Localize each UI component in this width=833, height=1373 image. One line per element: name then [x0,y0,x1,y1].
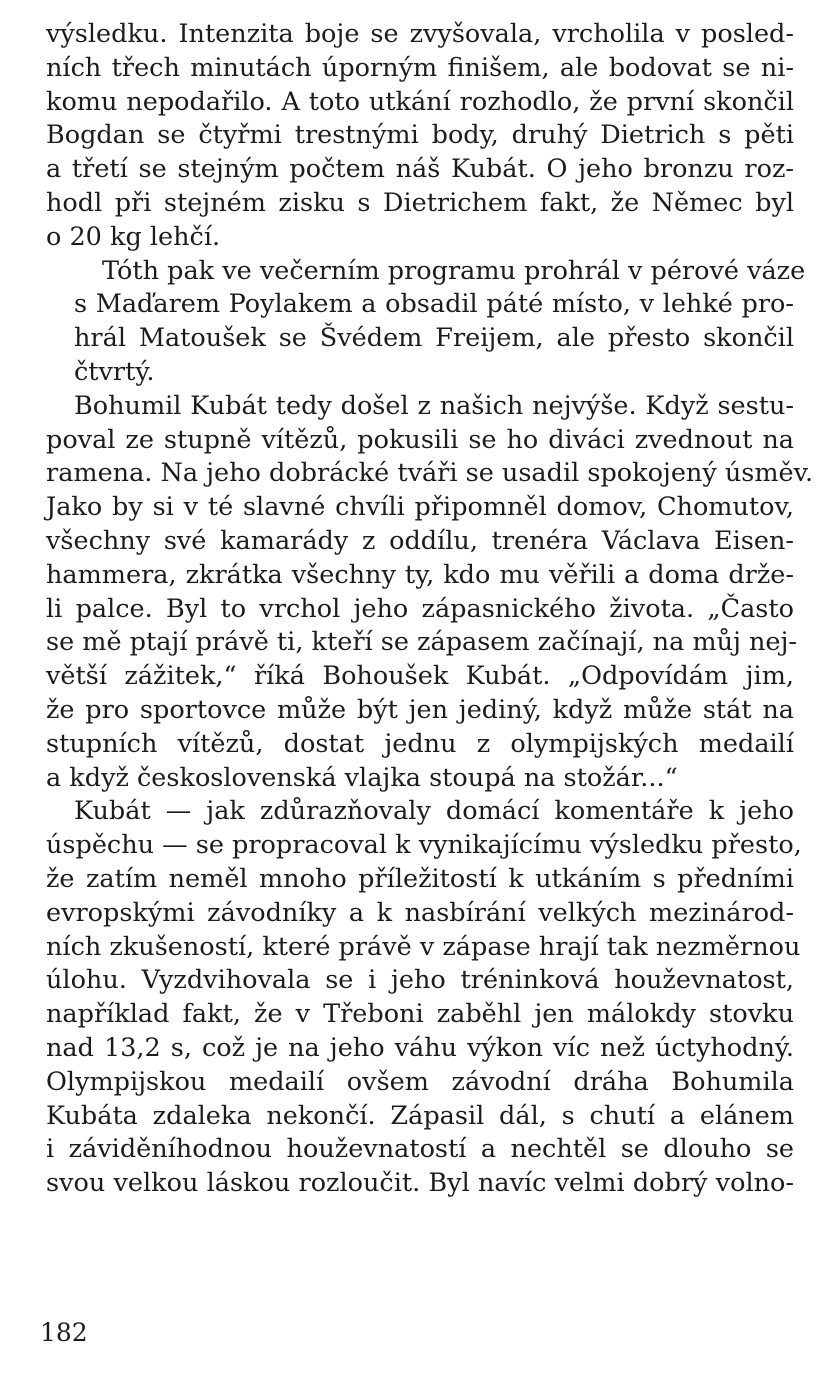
text-line: úspěchu — se propracoval k vynikajícímu výsledku přesto, [46,830,802,861]
text-line: Kubáta zdaleka nekončí. Zápasil dál, s chutí a elánem [46,1100,794,1131]
text-line: stupních vítězů, dostat jednu z olympijských medailí [46,728,794,759]
text-line: poval ze stupně vítězů, pokusili se ho diváci zvednout na [46,424,794,455]
text-line: hodl při stejném zisku s Dietrichem fakt, že Němec byl [46,187,794,218]
text-line: se mě ptají právě ti, kteří se zápasem začínají, na můj nej- [46,627,798,658]
text-line: ních třech minutách úporným finišem, ale bodovat se ni- [46,52,794,83]
paragraph-3 [46,390,814,796]
text-line: například fakt, že v Třeboni zaběhl jen málokdy stovku [46,999,794,1030]
text-line: a třetí se stejným počtem náš Kubát. O jeho bronzu roz- [46,154,794,185]
text-line: li palce. Byl to vrchol jeho zápasnického života. „Často [46,593,794,624]
text-line: všechny své kamarády z oddílu, trenéra Václava Eisen- [46,525,794,556]
text-line: čtvrtý. [74,356,155,387]
text-line: Jako by si v té slavné chvíli připomněl domov, Chomutov, [46,492,794,523]
paragraph-4 [46,795,802,1201]
text-line: hrál Matoušek se Švédem Freijem, ale přesto skončil [74,323,794,354]
text-line: Kubát — jak zdůrazňovaly domácí komentáře k jeho [74,796,794,827]
text-line: větší zážitek,“ říká Bohoušek Kubát. „Odpovídám jim, [46,661,794,692]
text-line: Olympijskou medailí ovšem závodní dráha Bohumila [46,1066,794,1097]
text-line: hammera, zkrátka všechny ty, kdo mu věřili a doma drže- [46,559,794,590]
text-line: nad 13,2 s, což je na jeho váhu výkon víc než úctyhodný. [46,1032,794,1063]
text-line: evropskými závodníky a k nasbírání velkých mezinárod- [46,897,794,928]
text-line: výsledku. Intenzita boje se zvyšovala, vrcholila v posled- [46,19,794,49]
text-line: Tóth pak ve večerním programu prohrál v pérové váze [102,255,806,286]
text-line: Bohumil Kubát tedy došel z našich nejvýše. Když sestu- [74,390,794,421]
text-line: komu nepodařilo. A toto utkání rozhodlo, že první skončil [46,86,794,117]
text-line: s Maďarem Poylakem a obsadil páté místo, v lehké pro- [74,289,794,320]
paragraph-2 [46,255,806,390]
text-line: že pro sportovce může být jen jediný, když může stát na [46,694,794,725]
book-page [46,18,814,1201]
text-line: že zatím neměl mnoho příležitostí k utkáním s předními [46,863,794,894]
text-line: Bogdan se čtyřmi trestnými body, druhý Dietrich s pěti [46,120,794,151]
text-line: ramena. Na jeho dobrácké tváři se usadil spokojený úsměv. [46,458,814,489]
text-line: svou velkou láskou rozloučit. Byl navíc velmi dobrý volno- [46,1168,794,1199]
text-line: a když československá vlajka stoupá na stožár...“ [46,762,678,793]
text-line: i záviděníhodnou houževnatostí a nechtěl se dlouho se [46,1134,794,1165]
page-number: 182 [40,1318,88,1347]
text-line: úlohu. Vyzdvihovala se i jeho tréninková houževnatost, [46,965,794,996]
paragraph-1 [46,18,794,255]
text-line: ních zkušeností, které právě v zápase hrají tak nezměrnou [46,931,801,962]
text-line: o 20 kg lehčí. [46,221,221,252]
